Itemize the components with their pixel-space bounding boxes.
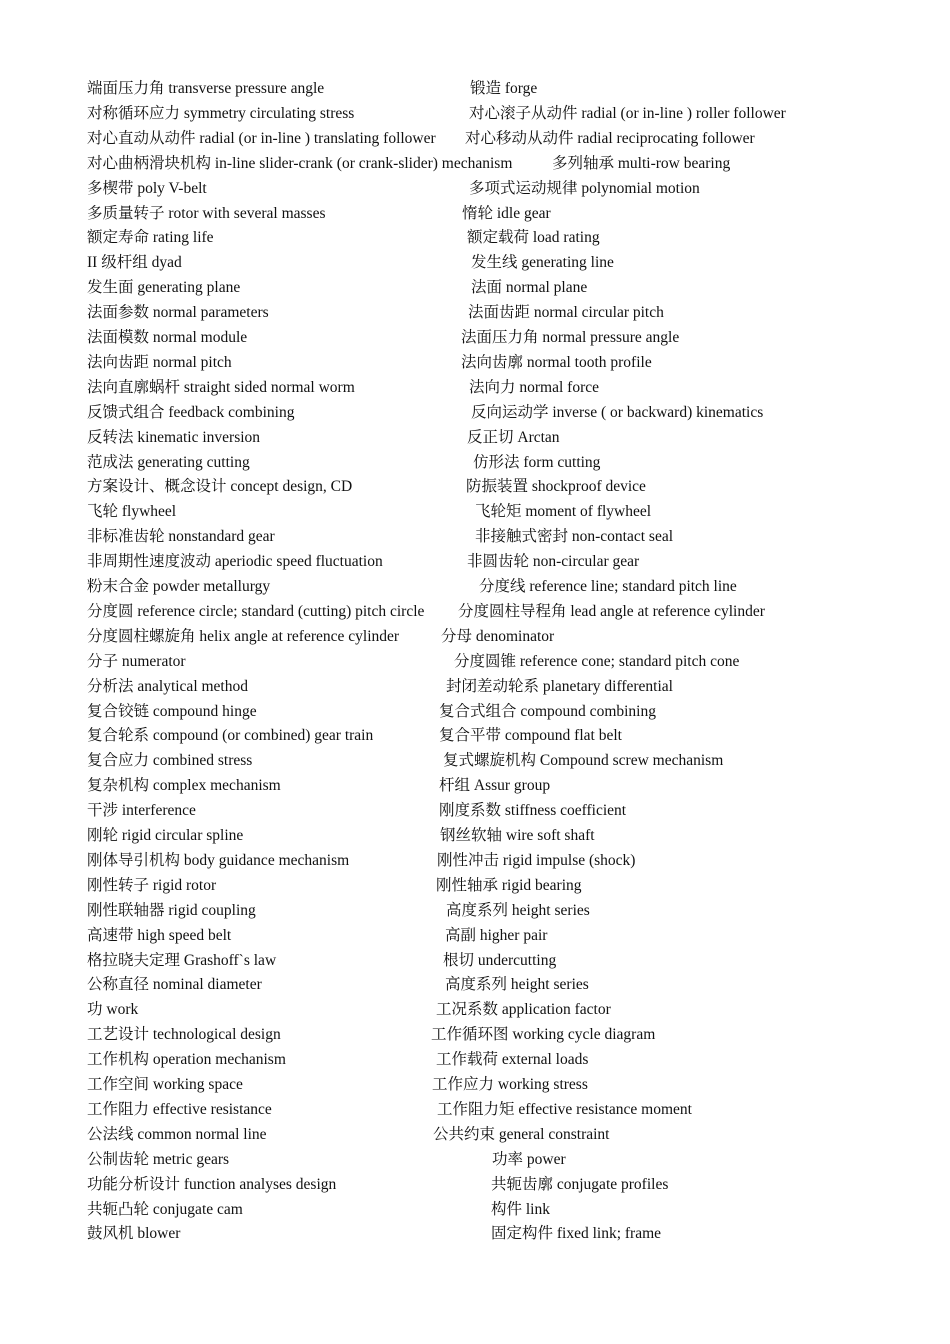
glossary-row [87, 549, 927, 574]
glossary-term-right: 防振装置 shockproof device [466, 478, 646, 496]
glossary-term-left: 公制齿轮 metric gears [87, 1150, 230, 1168]
glossary-term-right: 分度圆锥 reference cone; standard pitch cone [454, 652, 740, 670]
glossary-term-left: 发生面 generating plane [87, 279, 241, 297]
glossary-term-left: 公法线 common normal line [87, 1125, 267, 1143]
glossary-term-left: 对心曲柄滑块机构 in-line slider-crank (or crank-slider) mechanism [87, 154, 513, 172]
glossary-term-right: 公共约束 general constraint [433, 1125, 610, 1143]
glossary-term-right: 构件 link [491, 1200, 550, 1218]
glossary-term-left: 公称直径 nominal diameter [87, 976, 262, 994]
glossary-term-right: 工作应力 working stress [432, 1076, 588, 1093]
glossary-term-left: 端面压力角 transverse pressure angle [87, 80, 325, 97]
glossary-row [87, 1221, 927, 1246]
glossary-row [87, 1172, 927, 1197]
glossary-row [87, 823, 927, 848]
glossary-row [87, 126, 927, 151]
glossary-row [87, 1122, 927, 1147]
glossary-term-right: 法向力 normal force [469, 378, 599, 396]
glossary-row [87, 250, 927, 275]
glossary-row [87, 723, 927, 748]
glossary-term-left: 格拉晓夫定理 Grashoff`s law [87, 951, 277, 969]
glossary-term-left: 法面模数 normal module [87, 329, 248, 346]
glossary-term-left: 分度圆 reference circle; standard (cutting) pitch circle [87, 602, 425, 620]
glossary-row [87, 773, 927, 798]
glossary-term-left: 功 work [87, 1001, 139, 1019]
glossary-row [87, 1022, 927, 1047]
glossary-term-left: 范成法 generating cutting [87, 453, 250, 471]
glossary-term-right: 刚度系数 stiffness coefficient [439, 802, 627, 820]
glossary-term-right: 刚性冲击 rigid impulse (shock) [437, 851, 636, 869]
glossary-term-right: 高度系列 height series [445, 976, 589, 994]
glossary-row [87, 76, 927, 101]
glossary-row [87, 101, 927, 126]
glossary-term-left: 功能分析设计 function analyses design [87, 1175, 337, 1193]
glossary-term-left: 工作阻力 effective resistance [87, 1100, 272, 1118]
glossary-term-left: 分子 numerator [87, 652, 186, 670]
glossary-row [87, 499, 927, 524]
glossary-term-right: 钢丝软轴 wire soft shaft [440, 827, 595, 844]
glossary-term-right: 法面 normal plane [471, 279, 588, 297]
glossary-term-right: 法向齿廓 normal tooth profile [461, 353, 652, 371]
glossary-row [87, 1097, 927, 1122]
glossary-row [87, 649, 927, 674]
glossary-term-left: 分度圆柱螺旋角 helix angle at reference cylinder [87, 627, 400, 645]
glossary-term-left: 法向直廓蜗杆 straight sided normal worm [87, 378, 355, 396]
glossary-row [87, 674, 927, 699]
glossary-term-right: 法面齿距 normal circular pitch [468, 304, 664, 322]
glossary-term-right: 非圆齿轮 non-circular gear [467, 553, 640, 571]
glossary-row [87, 1197, 927, 1222]
glossary-term-right: 复式螺旋机构 Compound screw mechanism [443, 752, 724, 770]
glossary-term-right: 反正切 Arctan [467, 428, 560, 446]
glossary-row [87, 923, 927, 948]
glossary-term-right: 共轭齿廓 conjugate profiles [491, 1175, 669, 1193]
glossary-term-left: 反馈式组合 feedback combining [87, 403, 295, 421]
glossary-row [87, 176, 927, 201]
glossary-row [87, 151, 927, 176]
glossary-term-left: 法向齿距 normal pitch [87, 353, 232, 371]
glossary-row [87, 798, 927, 823]
glossary-term-right: 工作阻力矩 effective resistance moment [437, 1100, 692, 1118]
glossary-term-left: 对称循环应力 symmetry circulating stress [87, 104, 355, 122]
glossary-term-left: 工艺设计 technological design [87, 1026, 281, 1044]
glossary-term-right: 锻造 forge [470, 80, 538, 97]
glossary-row [87, 972, 927, 997]
glossary-term-left: II 级杆组 dyad [87, 254, 182, 272]
glossary-term-right: 反向运动学 inverse ( or backward) kinematics [471, 403, 764, 421]
glossary-term-right: 工况系数 application factor [436, 1001, 611, 1019]
glossary-row [87, 375, 927, 400]
glossary-row [87, 848, 927, 873]
glossary-row [87, 748, 927, 773]
glossary-term-right: 根切 undercutting [443, 951, 557, 969]
glossary-term-right: 分度圆柱导程角 lead angle at reference cylinder [458, 602, 765, 620]
glossary-term-right: 功率 power [492, 1150, 566, 1168]
glossary-term-left: 多楔带 poly V-belt [87, 179, 207, 197]
glossary-term-right: 高度系列 height series [446, 901, 590, 919]
glossary-term-left: 刚性联轴器 rigid coupling [87, 901, 256, 919]
glossary-row [87, 225, 927, 250]
glossary-row [87, 873, 927, 898]
glossary-term-right: 工作循环图 working cycle diagram [431, 1026, 656, 1044]
glossary-row [87, 574, 927, 599]
glossary-term-left: 刚轮 rigid circular spline [87, 827, 244, 844]
glossary-term-right: 高副 higher pair [445, 926, 548, 944]
glossary-term-right: 对心移动从动件 radial reciprocating follower [465, 129, 755, 147]
glossary-term-left: 复合铰链 compound hinge [87, 702, 257, 720]
glossary-term-left: 复杂机构 complex mechanism [87, 777, 281, 795]
glossary-term-left: 刚性转子 rigid rotor [87, 876, 217, 894]
glossary-term-right: 非接触式密封 non-contact seal [475, 528, 674, 546]
glossary-term-left: 干涉 interference [87, 802, 196, 820]
glossary-term-left: 非标准齿轮 nonstandard gear [87, 528, 275, 546]
glossary-row [87, 997, 927, 1022]
glossary-row [87, 699, 927, 724]
glossary-term-left: 工作机构 operation mechanism [87, 1051, 286, 1069]
glossary-term-right: 固定构件 fixed link; frame [491, 1225, 662, 1243]
glossary-term-right: 杆组 Assur group [439, 777, 551, 795]
glossary-row [87, 275, 927, 300]
glossary-term-left: 飞轮 flywheel [87, 503, 177, 521]
glossary-term-left: 分析法 analytical method [87, 677, 248, 695]
glossary-row [87, 400, 927, 425]
glossary-term-right: 发生线 generating line [471, 254, 614, 272]
glossary-row [87, 524, 927, 549]
glossary-term-right: 复合平带 compound flat belt [439, 727, 622, 745]
glossary-term-right: 刚性轴承 rigid bearing [436, 876, 582, 894]
glossary-term-left: 工作空间 working space [87, 1076, 243, 1093]
glossary-term-left: 法面参数 normal parameters [87, 304, 269, 322]
glossary-term-right: 分母 denominator [441, 627, 555, 645]
glossary-row [87, 425, 927, 450]
glossary-row [87, 599, 927, 624]
glossary-row [87, 624, 927, 649]
glossary-row [87, 1047, 927, 1072]
glossary-row [87, 300, 927, 325]
glossary-term-left: 共轭凸轮 conjugate cam [87, 1200, 243, 1218]
glossary-term-left: 反转法 kinematic inversion [87, 428, 261, 446]
glossary-term-right: 飞轮矩 moment of flywheel [475, 503, 652, 521]
glossary-term-left: 复合应力 combined stress [87, 752, 253, 770]
glossary-term-left: 高速带 high speed belt [87, 926, 232, 944]
glossary-term-right: 多列轴承 multi-row bearing [552, 154, 731, 172]
glossary-term-left: 粉末合金 powder metallurgy [87, 578, 271, 595]
glossary-row [87, 898, 927, 923]
glossary-term-left: 非周期性速度波动 aperiodic speed fluctuation [87, 553, 383, 571]
glossary-row [87, 1147, 927, 1172]
glossary-row [87, 474, 927, 499]
glossary-term-right: 对心滚子从动件 radial (or in-line ) roller follower [469, 104, 786, 122]
glossary-term-left: 复合轮系 compound (or combined) gear train [87, 727, 374, 745]
glossary-term-right: 法面压力角 normal pressure angle [461, 329, 680, 346]
glossary-term-left: 鼓风机 blower [87, 1225, 181, 1243]
glossary-row [87, 1072, 927, 1097]
glossary-term-left: 对心直动从动件 radial (or in-line ) translating follower [87, 129, 436, 147]
glossary-term-right: 分度线 reference line; standard pitch line [479, 578, 737, 595]
glossary-row [87, 948, 927, 973]
glossary-row [87, 350, 927, 375]
glossary-term-right: 封闭差动轮系 planetary differential [446, 677, 673, 695]
glossary-term-right: 额定载荷 load rating [467, 229, 600, 247]
glossary-term-right: 惰轮 idle gear [462, 204, 551, 222]
glossary-term-left: 刚体导引机构 body guidance mechanism [87, 851, 350, 869]
glossary-term-left: 额定寿命 rating life [87, 229, 214, 247]
glossary-term-right: 仿形法 form cutting [473, 453, 601, 471]
glossary-row [87, 450, 927, 475]
glossary-term-left: 方案设计、概念设计 concept design, CD [87, 478, 353, 496]
glossary-term-left: 多质量转子 rotor with several masses [87, 204, 326, 222]
glossary-term-right: 多项式运动规律 polynomial motion [469, 179, 700, 197]
glossary-row [87, 201, 927, 226]
glossary-row [87, 325, 927, 350]
glossary-term-right: 复合式组合 compound combining [439, 702, 656, 720]
glossary-term-right: 工作载荷 external loads [436, 1051, 589, 1069]
